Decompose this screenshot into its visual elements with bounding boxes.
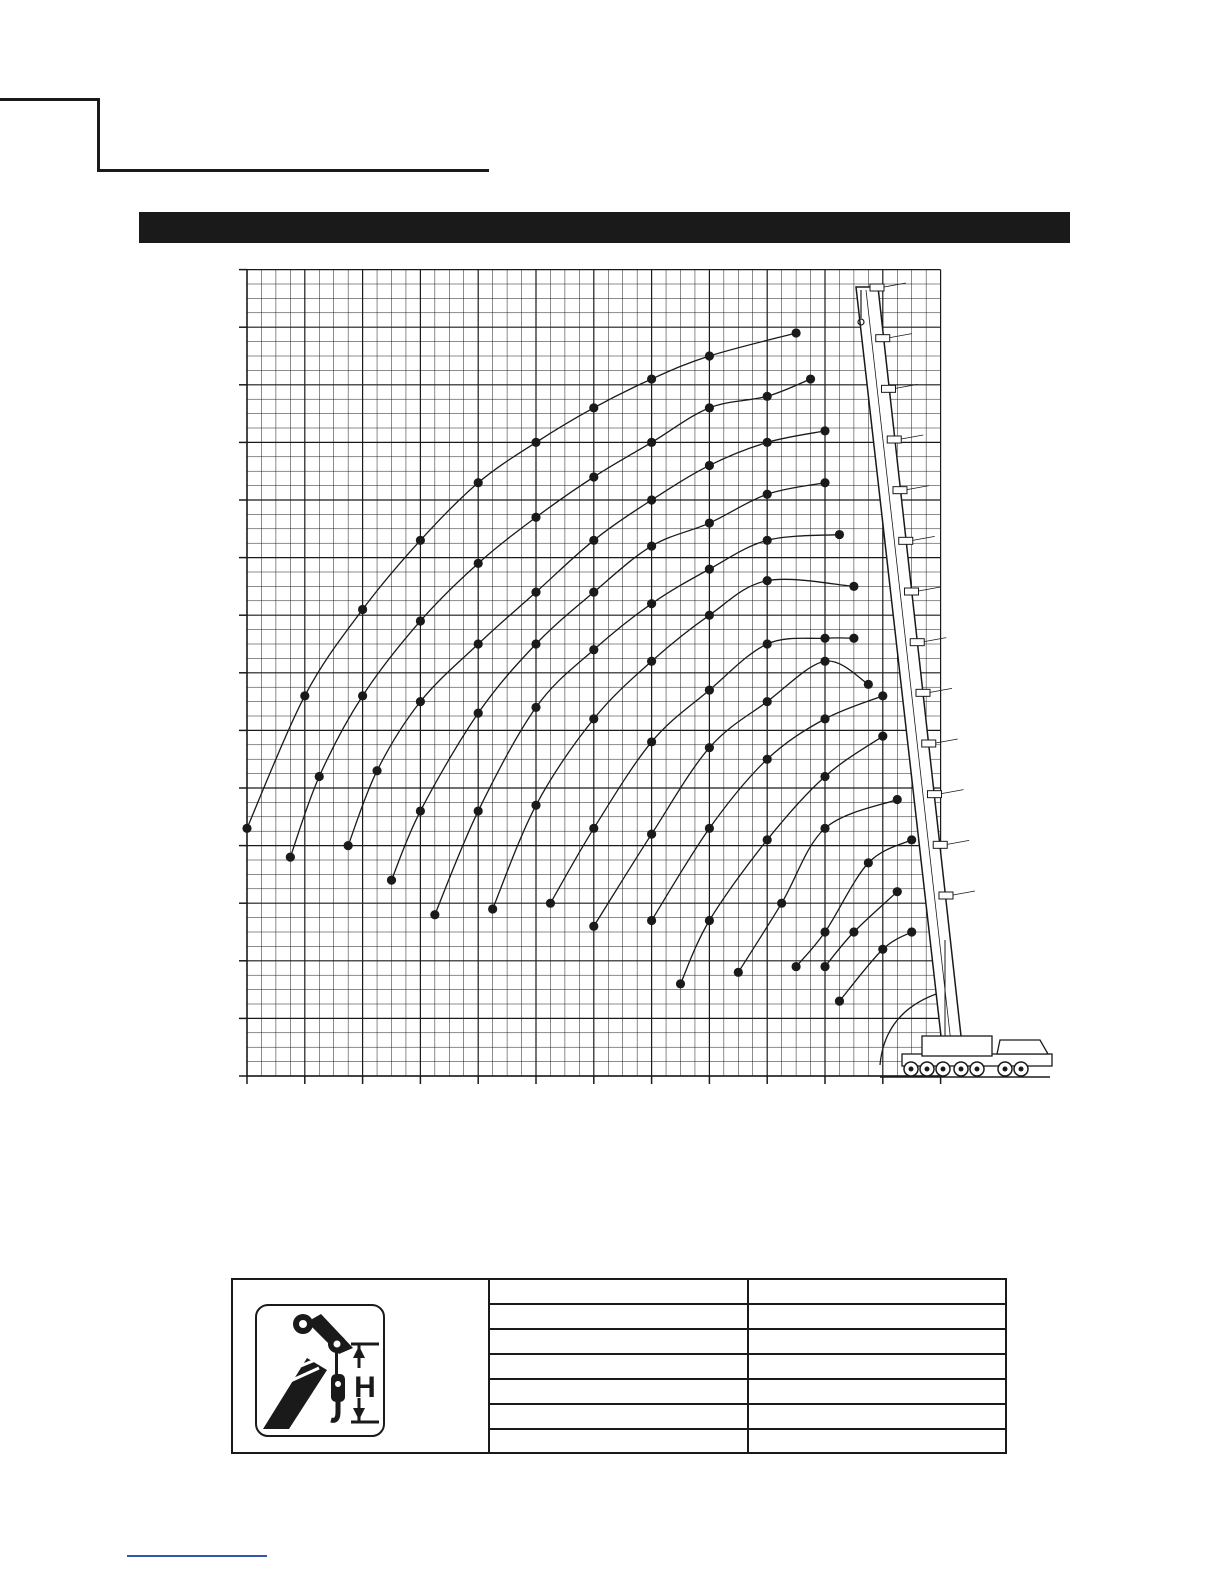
info-cell-right [749, 1380, 1011, 1403]
data-point [907, 927, 916, 936]
data-point [878, 732, 887, 741]
data-point [763, 490, 772, 499]
info-cell-right [749, 1280, 1011, 1303]
data-point [676, 979, 685, 988]
boom-leader-line [941, 790, 963, 794]
boom-section-ring [870, 284, 884, 291]
crane-wheel-hub [941, 1067, 946, 1072]
data-point [315, 772, 324, 781]
data-point [763, 697, 772, 706]
boom-section-ring [933, 841, 947, 848]
series-line [839, 932, 911, 1001]
chart-grid-major [247, 270, 941, 1076]
data-point [286, 853, 295, 862]
boom-section-ring [927, 791, 941, 798]
data-point [864, 680, 873, 689]
height-letter: H [354, 1371, 376, 1404]
data-point [820, 634, 829, 643]
info-row [490, 1430, 1005, 1452]
boom-leader-line [936, 739, 958, 743]
info-row [490, 1355, 1005, 1380]
series-7 [546, 634, 859, 908]
data-point [705, 565, 714, 574]
data-point [647, 495, 656, 504]
data-point [705, 916, 714, 925]
data-point [820, 927, 829, 936]
data-point [647, 438, 656, 447]
info-cell-right [749, 1305, 1011, 1328]
info-cell-left [490, 1405, 749, 1428]
data-point [242, 824, 251, 833]
data-point [416, 616, 425, 625]
data-point [878, 945, 887, 954]
data-point [907, 835, 916, 844]
boom-leader-line [890, 334, 912, 338]
data-point [777, 899, 786, 908]
data-point [705, 518, 714, 527]
data-point [864, 858, 873, 867]
data-point [546, 899, 555, 908]
crane-illustration [856, 283, 1052, 1077]
data-point [647, 829, 656, 838]
info-row [490, 1280, 1005, 1305]
info-cell-right [749, 1405, 1011, 1428]
crane-hook-height-icon [255, 1304, 385, 1437]
data-point [531, 703, 540, 712]
crane-wheel-hub [909, 1067, 914, 1072]
boom-leader-line [953, 891, 975, 895]
series-line [550, 638, 853, 903]
data-point [474, 806, 483, 815]
data-point [416, 536, 425, 545]
series-8 [589, 657, 873, 931]
data-point [531, 588, 540, 597]
data-point [300, 691, 309, 700]
boom-section-ring [922, 740, 936, 747]
info-cell-left [490, 1355, 749, 1378]
data-point [647, 916, 656, 925]
data-point [474, 709, 483, 718]
data-point [835, 530, 844, 539]
crane-wheel-hub [925, 1067, 930, 1072]
boom-leader-line [884, 283, 906, 287]
data-point [820, 824, 829, 833]
data-point [763, 835, 772, 844]
data-point [589, 922, 598, 931]
data-point [763, 536, 772, 545]
info-row [490, 1405, 1005, 1430]
info-cell-right [749, 1330, 1011, 1353]
data-point [358, 691, 367, 700]
data-point [474, 639, 483, 648]
data-point [531, 438, 540, 447]
data-point [705, 403, 714, 412]
data-point [820, 772, 829, 781]
boom-leader-line [947, 840, 969, 844]
data-point [849, 582, 858, 591]
crane-wheel-hub [1019, 1067, 1024, 1072]
data-point [820, 657, 829, 666]
data-point [589, 403, 598, 412]
series-11 [734, 795, 902, 977]
data-point [647, 737, 656, 746]
data-point [416, 806, 425, 815]
data-point [358, 605, 367, 614]
data-point [849, 634, 858, 643]
data-point [647, 374, 656, 383]
data-point [488, 904, 497, 913]
boom-section-ring [893, 487, 907, 494]
boom-section-ring [899, 537, 913, 544]
data-point [806, 374, 815, 383]
series-line [348, 431, 825, 846]
boom-leader-line [913, 536, 935, 540]
chart-axes [239, 270, 941, 1084]
data-point [372, 766, 381, 775]
data-point [705, 611, 714, 620]
info-row [490, 1380, 1005, 1405]
data-point [705, 461, 714, 470]
data-point [589, 472, 598, 481]
boom-section-ring [876, 335, 890, 342]
crane-wheels [904, 1062, 1028, 1076]
data-point [893, 795, 902, 804]
info-cell-left [490, 1330, 749, 1353]
info-cell-left [490, 1280, 749, 1303]
crane-wheel-hub [1003, 1067, 1008, 1072]
crane-wheel-hub [975, 1067, 980, 1072]
data-point [763, 392, 772, 401]
data-point [531, 513, 540, 522]
info-rows [490, 1280, 1005, 1452]
data-point [531, 801, 540, 810]
crane-superstructure [922, 1036, 992, 1056]
info-cell-right [749, 1430, 1011, 1452]
data-point [849, 927, 858, 936]
data-point [474, 559, 483, 568]
boom-section-ring [904, 588, 918, 595]
info-row [490, 1330, 1005, 1355]
data-point [589, 536, 598, 545]
boom-section-ring [910, 639, 924, 646]
series-3 [344, 426, 830, 850]
info-cell-left [490, 1380, 749, 1403]
info-cell-right [749, 1355, 1011, 1378]
data-point [820, 426, 829, 435]
crane-cab [997, 1040, 1048, 1054]
footer-link-underline [127, 1555, 267, 1557]
boom-leader-line [901, 435, 923, 439]
info-cell-left [490, 1430, 749, 1452]
data-point [893, 887, 902, 896]
boom-section-ring [881, 385, 895, 392]
data-point [835, 997, 844, 1006]
crane-wheel-hub [959, 1067, 964, 1072]
boom-leader-line [907, 486, 929, 490]
data-point [734, 968, 743, 977]
boom-section-ring [887, 436, 901, 443]
data-point [705, 351, 714, 360]
load-info-table [231, 1278, 1007, 1454]
data-point [763, 639, 772, 648]
data-point [589, 588, 598, 597]
data-point [705, 685, 714, 694]
data-point [820, 714, 829, 723]
data-point [820, 962, 829, 971]
icon-cell [233, 1280, 490, 1452]
data-point [792, 962, 801, 971]
data-point [387, 876, 396, 885]
data-point [589, 714, 598, 723]
info-cell-left [490, 1305, 749, 1328]
data-point [589, 824, 598, 833]
boom-section-ring [916, 689, 930, 696]
data-point [474, 478, 483, 487]
data-point [820, 478, 829, 487]
data-point [416, 697, 425, 706]
data-point [763, 576, 772, 585]
data-point [430, 910, 439, 919]
data-point [878, 691, 887, 700]
data-point [647, 657, 656, 666]
info-row [490, 1305, 1005, 1330]
data-point [705, 824, 714, 833]
data-point [531, 639, 540, 648]
data-point [589, 645, 598, 654]
series-13 [820, 887, 901, 971]
boom-section-ring [939, 892, 953, 899]
data-point [705, 743, 714, 752]
data-point [763, 755, 772, 764]
data-point [647, 541, 656, 550]
data-point [647, 599, 656, 608]
data-point [763, 438, 772, 447]
series-line [493, 579, 854, 909]
data-point [344, 841, 353, 850]
data-point [792, 328, 801, 337]
boom-leader-line [918, 587, 940, 591]
boom-leader-line [924, 638, 946, 642]
